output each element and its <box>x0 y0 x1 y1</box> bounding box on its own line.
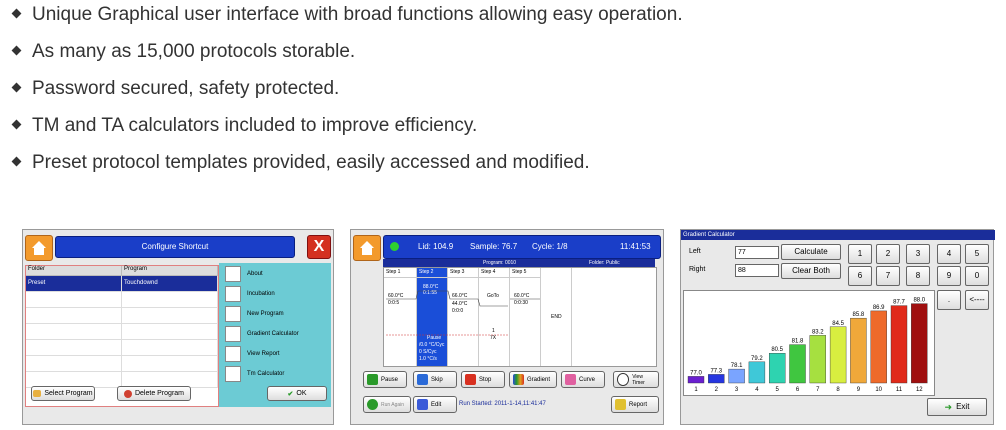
table-row[interactable] <box>26 324 218 340</box>
gradient-calculator-panel <box>680 229 994 425</box>
bar-value-label: 88.0 <box>913 297 926 304</box>
gradient-bar <box>911 304 927 383</box>
feature-item <box>10 78 339 106</box>
skip-icon <box>417 374 428 385</box>
step-pause: Pause <box>427 335 442 341</box>
stop-button[interactable] <box>461 371 505 388</box>
menu-item-new-program[interactable] <box>225 306 284 322</box>
view-timer-button[interactable] <box>613 371 659 388</box>
step-time: 0:1:55 <box>423 290 437 296</box>
program-number: Program: 0010 <box>483 260 517 266</box>
status-led-icon <box>390 242 399 251</box>
exit-icon: ➜ <box>944 402 953 412</box>
step-header: Step 4 <box>479 268 509 278</box>
key-7[interactable]: 7 <box>876 266 900 286</box>
button-label: Gradient <box>527 376 551 383</box>
menu-item-gradient-calculator[interactable] <box>225 326 299 342</box>
category-label: 9 <box>856 387 861 393</box>
key-4[interactable]: 4 <box>937 244 961 264</box>
key-9[interactable]: 9 <box>937 266 961 286</box>
table-row[interactable] <box>26 308 218 324</box>
table-row[interactable] <box>26 356 218 372</box>
button-label: Delete Program <box>134 390 185 397</box>
menu-label: View Report <box>247 351 280 357</box>
pause-icon <box>367 374 378 385</box>
select-program-button[interactable] <box>31 386 95 401</box>
category-label: 5 <box>775 387 779 393</box>
button-label: Curve <box>579 376 596 383</box>
table-row[interactable] <box>26 340 218 356</box>
diamond-bullet-icon <box>12 120 22 130</box>
gradient-bar <box>891 306 907 383</box>
lid-temp: Lid: 104.9 <box>418 242 454 251</box>
menu-label: New Program <box>247 311 284 317</box>
feature-text: Preset protocol templates provided, easily accessed and modified. <box>32 152 590 173</box>
category-label: 6 <box>795 387 800 393</box>
report-button[interactable] <box>611 396 659 413</box>
run-status-panel <box>350 229 664 425</box>
left-temp-input[interactable]: 77 <box>735 246 779 259</box>
category-label: 11 <box>895 387 903 393</box>
button-label: Select Program <box>44 390 93 397</box>
checkbox[interactable] <box>225 366 241 382</box>
gradient-bar <box>850 318 866 383</box>
button-label: Exit <box>956 402 970 411</box>
diamond-bullet-icon <box>12 9 22 19</box>
button-label: Report <box>629 401 648 408</box>
table-row[interactable] <box>26 292 218 308</box>
folder-name: Folder: Public <box>589 260 620 266</box>
right-temp-input[interactable]: 88 <box>735 264 779 277</box>
close-button[interactable]: X <box>307 235 331 259</box>
calculate-button[interactable]: Calculate <box>781 244 841 260</box>
gradient-bar <box>688 376 704 383</box>
clock-icon <box>617 373 629 386</box>
menu-item-tm-calculator[interactable] <box>225 366 284 382</box>
bar-value-label: 79.2 <box>751 355 763 362</box>
gradient-bar <box>871 311 887 383</box>
skip-button[interactable] <box>413 371 457 388</box>
category-label: 8 <box>836 387 840 393</box>
bar-value-label: 80.5 <box>771 347 784 354</box>
diamond-bullet-icon <box>12 157 22 167</box>
button-label: Run Again <box>381 401 405 408</box>
clear-both-button[interactable]: Clear Both <box>781 263 841 279</box>
bar-value-label: 85.8 <box>852 312 865 319</box>
step-header: Step 1 <box>384 268 416 278</box>
feature-item <box>10 152 590 180</box>
exit-button[interactable] <box>927 398 987 416</box>
sample-temp: Sample: 76.7 <box>470 242 518 251</box>
gradient-bar <box>830 327 846 383</box>
bar-value-label: 86.9 <box>872 304 885 311</box>
delete-program-button[interactable] <box>117 386 191 401</box>
bar-value-label: 77.0 <box>690 370 702 377</box>
pause-button[interactable] <box>363 371 407 388</box>
table-row[interactable] <box>26 276 218 292</box>
curve-button[interactable] <box>561 371 605 388</box>
report-icon <box>615 399 626 410</box>
step-temp: 66.0°C <box>452 293 468 299</box>
refresh-icon <box>367 399 378 410</box>
key-1[interactable]: 1 <box>848 244 872 264</box>
button-label: Stop <box>479 376 492 383</box>
bar-value-label: 77.3 <box>710 368 723 375</box>
key-2[interactable]: 2 <box>876 244 900 264</box>
feature-text: Password secured, safety protected. <box>32 78 340 99</box>
check-icon: ✔ <box>287 390 294 398</box>
curve-icon <box>565 374 576 385</box>
step-header: Step 3 <box>448 268 478 278</box>
menu-label: Gradient Calculator <box>247 331 299 337</box>
clock: 11:41:53 <box>620 242 651 251</box>
key-decimal[interactable]: . <box>937 290 961 310</box>
category-label: 1 <box>694 387 698 393</box>
goto-step: 1 <box>492 328 495 334</box>
step-time: 0:0:30 <box>514 300 528 306</box>
checkbox[interactable] <box>225 306 241 322</box>
menu-item-view-report[interactable] <box>225 346 280 362</box>
gradient-bar <box>708 374 724 383</box>
menu-item-about[interactable] <box>225 266 263 282</box>
gradient-bar <box>769 353 785 383</box>
run-again-button[interactable] <box>363 396 411 413</box>
goto-label: GoTo <box>487 293 499 299</box>
menu-label: Incubation <box>247 291 275 297</box>
diamond-bullet-icon <box>12 83 22 93</box>
bar-value-label: 81.8 <box>791 338 804 345</box>
run-status-bar <box>383 235 661 259</box>
checkbox[interactable] <box>225 266 241 282</box>
home-icon[interactable] <box>25 235 53 261</box>
category-label: 2 <box>714 387 718 393</box>
backspace-key[interactable]: <---- <box>965 290 989 310</box>
right-label: Right <box>689 266 706 273</box>
feature-text: TM and TA calculators included to improve efficiency. <box>32 115 478 136</box>
bar-value-label: 87.7 <box>893 299 905 306</box>
goto-repeat: 7X <box>490 335 497 341</box>
step-time: 0:0:5 <box>388 300 400 306</box>
table-header <box>26 266 218 276</box>
edit-button[interactable] <box>413 396 457 413</box>
run-started-text: Run Started: 2011-1-14,11:41:47 <box>459 401 546 407</box>
temperature-profile <box>384 268 656 366</box>
key-3[interactable]: 3 <box>906 244 930 264</box>
button-label: Pause <box>381 376 399 383</box>
button-label: Skip <box>431 376 443 383</box>
category-label: 7 <box>816 387 820 393</box>
ok-button[interactable] <box>267 386 327 401</box>
button-label: View Timer <box>632 373 645 386</box>
category-label: 12 <box>915 387 923 393</box>
key-0[interactable]: 0 <box>965 266 989 286</box>
column-header-folder: Folder <box>26 266 122 275</box>
delete-icon <box>124 390 132 398</box>
gradient-bar <box>790 345 806 383</box>
step-temp: 44.0°C <box>452 301 468 307</box>
gradient-button[interactable] <box>509 371 557 388</box>
feature-item <box>10 115 477 143</box>
step-param: 1.0 °C/s <box>419 356 437 362</box>
checkbox[interactable] <box>225 286 241 302</box>
step-header: Step 2 <box>417 268 447 278</box>
cycle-count: Cycle: 1/8 <box>532 242 568 251</box>
button-label: OK <box>296 390 307 397</box>
stop-icon <box>465 374 476 385</box>
panel-title: Gradient Calculator <box>681 230 995 240</box>
protocol-graph <box>383 267 657 367</box>
panel-title: Configure Shortcut <box>55 236 295 258</box>
feature-item <box>10 41 355 69</box>
category-label: 10 <box>875 387 883 393</box>
pencil-icon <box>417 399 428 410</box>
menu-item-incubation[interactable] <box>225 286 275 302</box>
menu-label: About <box>247 271 263 277</box>
gradient-bar <box>729 369 745 383</box>
feature-text: Unique Graphical user interface with broad functions allowing easy operation. <box>32 4 683 25</box>
menu-label: Tm Calculator <box>247 371 285 377</box>
left-label: Left <box>689 248 701 255</box>
gradient-bar <box>810 335 826 383</box>
folder-icon <box>33 390 41 397</box>
checkbox[interactable] <box>225 326 241 342</box>
table-cell: Touchdownd <box>122 276 218 291</box>
step-temp: 60.0°C <box>388 293 404 299</box>
step-time: 0:0:0 <box>452 308 464 314</box>
step-temp: 60.0°C <box>514 293 530 299</box>
step-param: 0 S/Cyc <box>419 349 437 355</box>
step-header: Step 5 <box>510 268 540 278</box>
feature-item <box>10 4 683 32</box>
bar-value-label: 83.2 <box>811 329 824 336</box>
table-cell: Preset <box>26 276 122 291</box>
key-5[interactable]: 5 <box>965 244 989 264</box>
step-param: /0.0 °C/Cyc <box>419 342 445 348</box>
column-header-program: Program <box>122 266 218 275</box>
gradient-bar <box>749 362 765 383</box>
category-label: 3 <box>734 387 739 393</box>
gradient-bars <box>684 291 934 395</box>
gradient-chart <box>683 290 935 396</box>
home-icon[interactable] <box>353 235 381 261</box>
program-bar <box>383 259 655 267</box>
key-6[interactable]: 6 <box>848 266 872 286</box>
diamond-bullet-icon <box>12 46 22 56</box>
bar-value-label: 78.1 <box>730 363 743 370</box>
step-temp: 88.0°C <box>423 284 439 290</box>
bar-value-label: 84.5 <box>832 320 844 327</box>
feature-text: As many as 15,000 protocols storable. <box>32 41 356 62</box>
end-label: END <box>551 314 562 320</box>
gradient-icon <box>513 374 524 385</box>
configure-shortcut-panel <box>22 229 334 425</box>
key-8[interactable]: 8 <box>906 266 930 286</box>
button-label: Edit <box>431 401 442 408</box>
category-label: 4 <box>755 387 759 393</box>
checkbox[interactable] <box>225 346 241 362</box>
